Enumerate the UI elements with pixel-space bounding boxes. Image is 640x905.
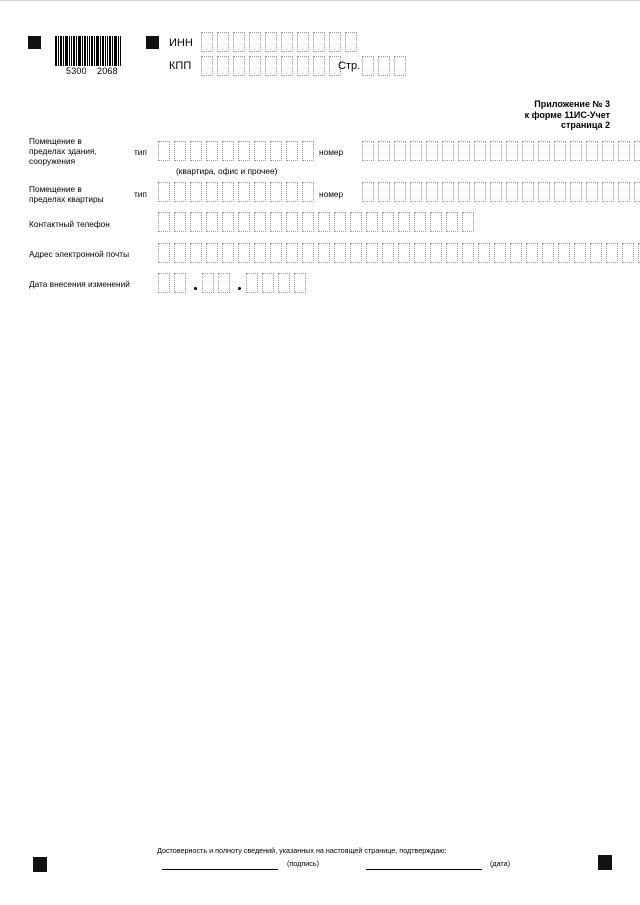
signature-line[interactable] [162, 869, 278, 870]
confirm-text: Достоверность и полноту сведений, указанных на настоящей странице, подтверждаю: [157, 846, 447, 855]
premises-apartment-label: Помещение в пределах квартиры [29, 184, 104, 204]
appendix-header [525, 99, 610, 131]
date-separator-dot [194, 287, 197, 290]
date-month-field[interactable] [202, 273, 234, 293]
barcode-icon [55, 36, 121, 66]
email-label: Адрес электронной почты [29, 249, 130, 259]
date-line[interactable] [366, 869, 482, 870]
inn-label: ИНН [169, 37, 193, 49]
scan-edge-top [0, 0, 640, 1]
number-label-1: номер [319, 147, 344, 157]
type-label-1: тип [134, 147, 147, 157]
registration-marker-top-mid [146, 36, 159, 49]
email-field[interactable] [158, 243, 640, 263]
barcode-number-left: 5300 [66, 66, 87, 76]
registration-marker-bottom-right [598, 855, 612, 870]
premises-building-label: Помещение в пределах здания, сооружения [29, 136, 97, 166]
page-label: Стр. [338, 60, 361, 72]
inn-field[interactable] [201, 32, 361, 52]
registration-marker-bottom-left [33, 857, 47, 872]
type-hint: (квартира, офис и прочее) [176, 166, 278, 176]
date-separator-dot [238, 287, 241, 290]
date-footer-label: (дата) [490, 859, 511, 868]
premises-building-number-field[interactable] [362, 141, 640, 161]
page-number-field[interactable] [362, 56, 410, 76]
phone-field[interactable] [158, 212, 478, 232]
type-label-2: тип [134, 189, 147, 199]
appendix-line-3: страница 2 [560, 120, 610, 130]
premises-apartment-type-field[interactable] [158, 182, 318, 202]
appendix-line-1: Приложение № 3 [534, 99, 610, 109]
kpp-field[interactable] [201, 56, 345, 76]
phone-label: Контактный телефон [29, 219, 110, 229]
date-day-field[interactable] [158, 273, 190, 293]
signature-label: (подпись) [287, 859, 319, 868]
date-change-label: Дата внесения изменений [29, 279, 130, 289]
kpp-label: КПП [169, 60, 192, 72]
premises-apartment-number-field[interactable] [362, 182, 640, 202]
barcode-number-right: 2068 [97, 66, 118, 76]
number-label-2: номер [319, 189, 344, 199]
date-year-field[interactable] [246, 273, 310, 293]
registration-marker-top-left [28, 36, 41, 49]
appendix-line-2: к форме 11ИС-Учет [524, 109, 610, 120]
premises-building-type-field[interactable] [158, 141, 318, 161]
